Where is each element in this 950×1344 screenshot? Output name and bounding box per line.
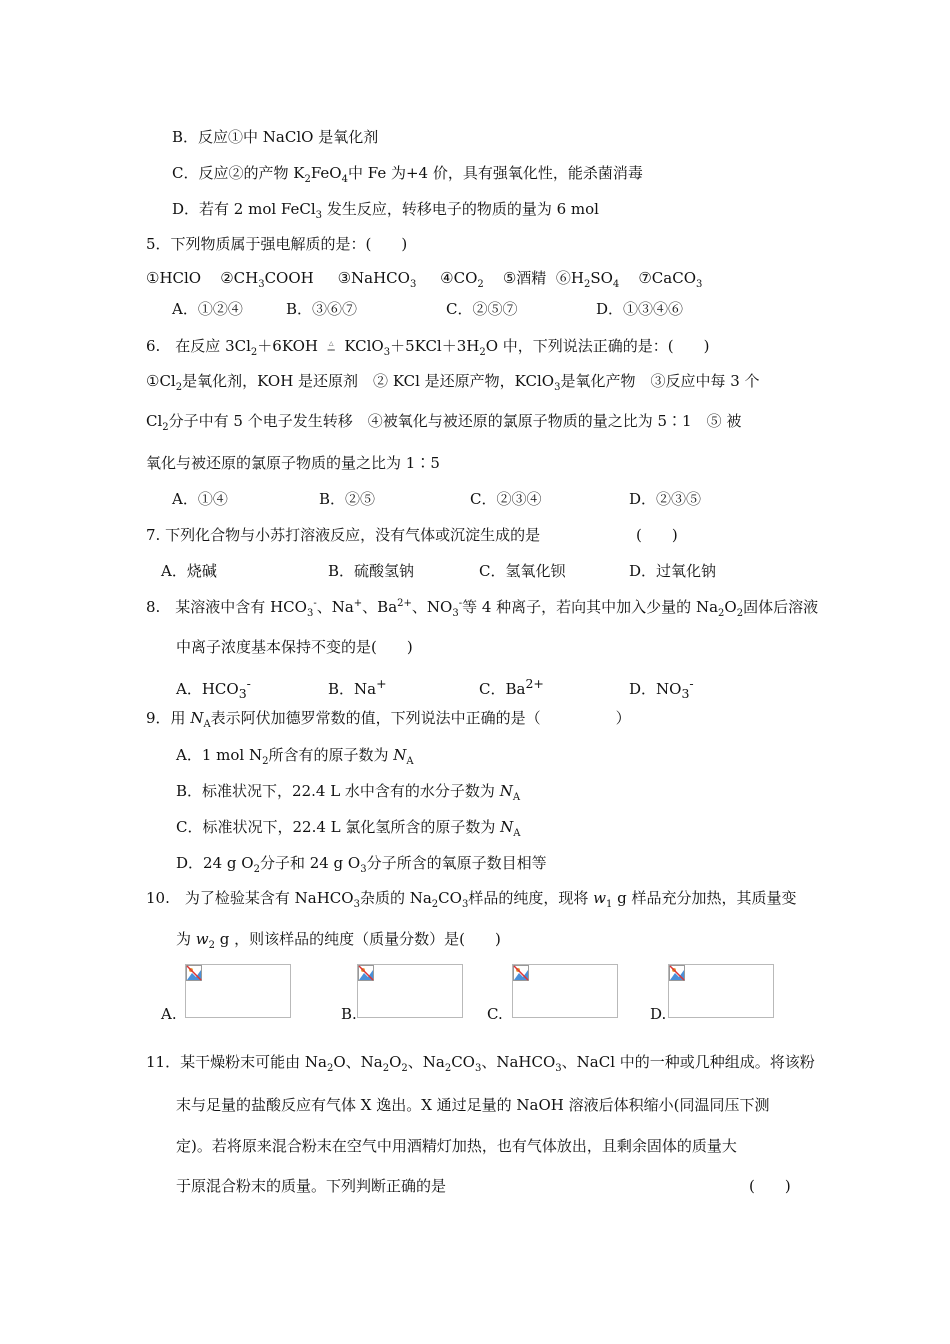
q8-option-a: A．$HCO_3^-$ [176,676,251,701]
q11-paren: ( ) [749,1177,791,1195]
q4-option-d: D．若有 2 mol FeCl$_3$ 发生反应，转移电子的物质的量为 6 mol [172,200,599,221]
q6-option-d: D．②③⑤ [629,490,702,508]
q9-option-a: A．1 mol $N_2$所含有的原子数为 $N_A$ [176,746,414,767]
q10-option-d-label: D. [650,1005,667,1023]
q8-stem-line2: 中离子浓度基本保持不变的是( ) [176,638,413,656]
q11-stem-line2: 末与足量的盐酸反应有气体 X 逸出。X 通过足量的 NaOH 溶液后体积缩小(同温同压下测 [176,1096,770,1114]
q9-option-d: D．24 g $O_2$分子和 24 g $O_3$分子所含的氧原子数目相等 [176,854,547,875]
q5-option-d: D．①③④⑥ [596,300,684,318]
q8-option-d: D．$NO_3^-$ [629,676,694,701]
q4-option-c: C．反应②的产物 $K_2FeO_4$中 Fe 为+4 价，具有强氧化性，能杀菌消毒 [172,164,643,185]
q6-option-b: B．②⑤ [319,490,376,508]
q10-option-b-formula-image [357,964,463,1018]
q5-option-a: A．①②④ [172,300,243,318]
q8-option-c: C．$Ba^{2+}$ [479,676,544,698]
q10-stem-line2: 为 $w_2$ g ，则该样品的纯度（质量分数）是( ) [176,930,501,951]
q10-option-a-formula-image [185,964,291,1018]
q7-paren: ( ) [636,526,678,544]
q6-statement-line2: $Cl_2$分子中有 5 个电子发生转移 ④被氧化与被还原的氯原子物质的量之比为 5∶1 ⑤ 被 [146,412,742,433]
q7-option-b: B．硫酸氢钠 [328,562,415,580]
q7-option-d: D．过氧化钠 [629,562,717,580]
q5-stem: 5．下列物质属于强电解质的是：( ) [146,235,408,253]
q10-stem: 10. 为了检验某含有 NaHCO$_3$杂质的 $Na_2CO_3$样品的纯度，现将 $w_1$ g 样品充分加热，其质量变 [146,889,797,910]
q11-stem-line1: 11．某干燥粉末可能由 $Na_2O$、$Na_2O_2$、$Na_2CO_3$、NaHCO$_3$、NaCl 中的一种或几种组成。将该粉 [146,1053,815,1074]
q8-stem: 8. 某溶液中含有 $HCO_3^-$、Na+、$Ba^{2+}$、$NO_3^-$等 4 种离子，若向其中加入少量的 $Na_2O_2$固体后溶液 [146,598,819,619]
q5-option-b: B．③⑥⑦ [286,300,358,318]
q7-option-c: C．氢氧化钡 [479,562,566,580]
q10-option-d-formula-image [668,964,774,1018]
q11-stem-line4: 于原混合粉末的质量。下列判断正确的是 [176,1177,447,1195]
q6-stem: 6. 在反应 $3Cl_2+6KOH$ △ ══ $KClO_3+5KCl+3H_2O$ 中，下列说法正确的是：( ) [146,337,710,358]
q9-stem: 9．用 $N_A$表示阿伏加德罗常数的值，下列说法中正确的是（ ） [146,709,631,730]
broken-image-icon [358,965,374,981]
q5-option-c: C．②⑤⑦ [446,300,518,318]
broken-image-icon [186,965,202,981]
q6-statement-line3: 氧化与被还原的氯原子物质的量之比为 1∶5 [146,454,440,472]
q10-option-b-label: B. [341,1005,357,1023]
reaction-arrow: △ ══ [327,340,335,354]
q10-option-a-label: A. [161,1005,177,1023]
q9-option-b: B．标准状况下，22.4 L 水中含有的水分子数为 $N_A$ [176,782,521,803]
q6-option-a: A．①④ [172,490,228,508]
q7-option-a: A．烧碱 [161,562,217,580]
q10-option-c-formula-image [512,964,618,1018]
q7-stem: 7. 下列化合物与小苏打溶液反应，没有气体或沉淀生成的是 [146,526,541,544]
broken-image-icon [669,965,685,981]
q6-statement-line1: $①Cl_2$是氧化剂，KOH 是还原剂 ② KCl 是还原产物，KClO$_3$是氧化产物 ③反应中每 3 个 [146,372,760,393]
q8-option-b: B．Na+ [328,676,387,698]
q6-option-c: C．②③④ [470,490,542,508]
q4-option-b: B．反应①中 NaClO 是氧化剂 [172,128,379,146]
q11-stem-line3: 定)。若将原来混合粉末在空气中用酒精灯加热，也有气体放出，且剩余固体的质量大 [176,1137,737,1155]
broken-image-icon [513,965,529,981]
q5-items: ①HClO $②CH_3COOH$ ③NaHCO$_3$ $④CO_2$ ⑤酒精 $⑥H_2SO_4$ ⑦CaCO$_3$ [146,269,703,290]
q10-option-c-label: C. [487,1005,503,1023]
q9-option-c: C．标准状况下，22.4 L 氯化氢所含的原子数为 $N_A$ [176,818,521,839]
